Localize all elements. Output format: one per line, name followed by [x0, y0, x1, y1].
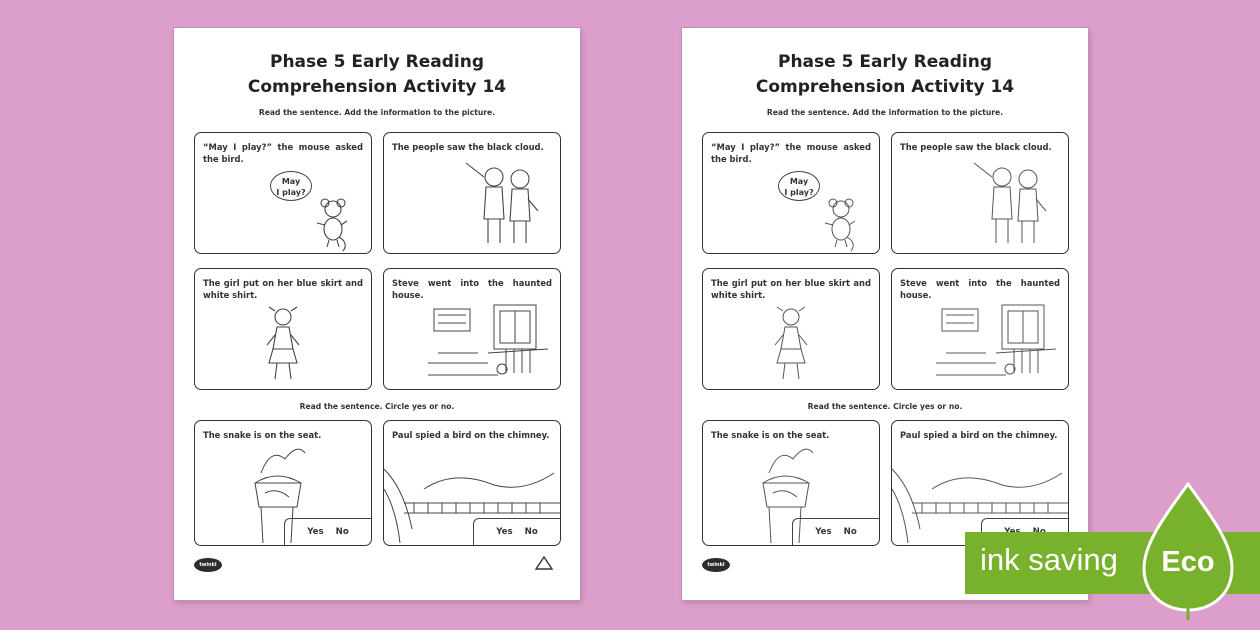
bubble-line-2: I play? — [276, 188, 306, 197]
instruction-add-info: Read the sentence. Add the information to the picture. — [766, 108, 1004, 117]
bubble-line-2: I play? — [784, 188, 814, 197]
card-sentence: Paul spied a bird on the chimney. — [392, 430, 550, 440]
card-house — [383, 268, 561, 390]
title-line-2: Comprehension Activity 14 — [247, 77, 507, 97]
mouse-drawing — [821, 197, 861, 253]
people-drawing — [464, 159, 548, 249]
title-line-2: Comprehension Activity 14 — [755, 77, 1015, 97]
house-drawing — [936, 303, 1062, 385]
worksheet-title — [174, 50, 580, 100]
card-sentence: The girl put on her blue skirt and white shirt. — [711, 278, 871, 300]
ink-saving-label: ink saving — [980, 542, 1118, 577]
instruction-add-info: Read the sentence. Add the information to the picture. — [258, 108, 496, 117]
twinkl-logo: twinkl — [194, 558, 222, 572]
card-sentence: Paul spied a bird on the chimney. — [900, 430, 1058, 440]
card-snake — [702, 420, 880, 546]
card-cloud — [383, 132, 561, 254]
card-girl — [702, 268, 880, 390]
yes-no-box — [792, 518, 879, 545]
quality-mark-icon — [533, 555, 555, 573]
card-sentence: The snake is on the seat. — [203, 430, 322, 440]
card-sentence: The girl put on her blue skirt and white shirt. — [203, 278, 363, 300]
instruction-circle: Read the sentence. Circle yes or no. — [299, 402, 455, 411]
twinkl-logo: twinkl — [702, 558, 730, 572]
card-snake — [194, 420, 372, 546]
yes-option[interactable]: Yes — [307, 527, 324, 537]
worksheet-preview-ink-saving[interactable] — [682, 28, 1088, 600]
title-line-1: Phase 5 Early Reading — [269, 52, 484, 72]
card-chimney — [383, 420, 561, 546]
speech-bubble — [270, 171, 312, 201]
girl-drawing — [261, 305, 305, 385]
card-house — [891, 268, 1069, 390]
card-sentence: The people saw the black cloud. — [900, 142, 1052, 152]
instruction-circle: Read the sentence. Circle yes or no. — [807, 402, 963, 411]
house-drawing — [428, 303, 554, 385]
worksheet-preview-standard[interactable] — [174, 28, 580, 600]
no-option[interactable]: No — [335, 527, 349, 537]
card-mouse — [194, 132, 372, 254]
yes-no-box — [473, 518, 560, 545]
bubble-line-1: May — [281, 177, 301, 186]
card-girl — [194, 268, 372, 390]
speech-bubble — [778, 171, 820, 201]
mouse-drawing — [313, 197, 353, 253]
card-chimney — [891, 420, 1069, 546]
people-drawing — [972, 159, 1056, 249]
card-sentence: The snake is on the seat. — [711, 430, 830, 440]
girl-drawing — [769, 305, 813, 385]
eco-label: Eco — [1161, 546, 1215, 578]
bubble-line-1: May — [789, 177, 809, 186]
yes-option[interactable]: Yes — [496, 527, 513, 537]
card-sentence: The people saw the black cloud. — [392, 142, 544, 152]
yes-option[interactable]: Yes — [815, 527, 832, 537]
card-sentence: “May I play?” the mouse asked the bird. — [203, 142, 363, 164]
card-mouse — [702, 132, 880, 254]
no-option[interactable]: No — [524, 527, 538, 537]
card-sentence: “May I play?” the mouse asked the bird. — [711, 142, 871, 164]
title-line-1: Phase 5 Early Reading — [777, 52, 992, 72]
worksheet-title — [682, 50, 1088, 100]
no-option[interactable]: No — [843, 527, 857, 537]
card-cloud — [891, 132, 1069, 254]
card-sentence: Steve went into the haunted house. — [900, 278, 1060, 300]
card-sentence: Steve went into the haunted house. — [392, 278, 552, 300]
yes-no-box — [284, 518, 371, 545]
